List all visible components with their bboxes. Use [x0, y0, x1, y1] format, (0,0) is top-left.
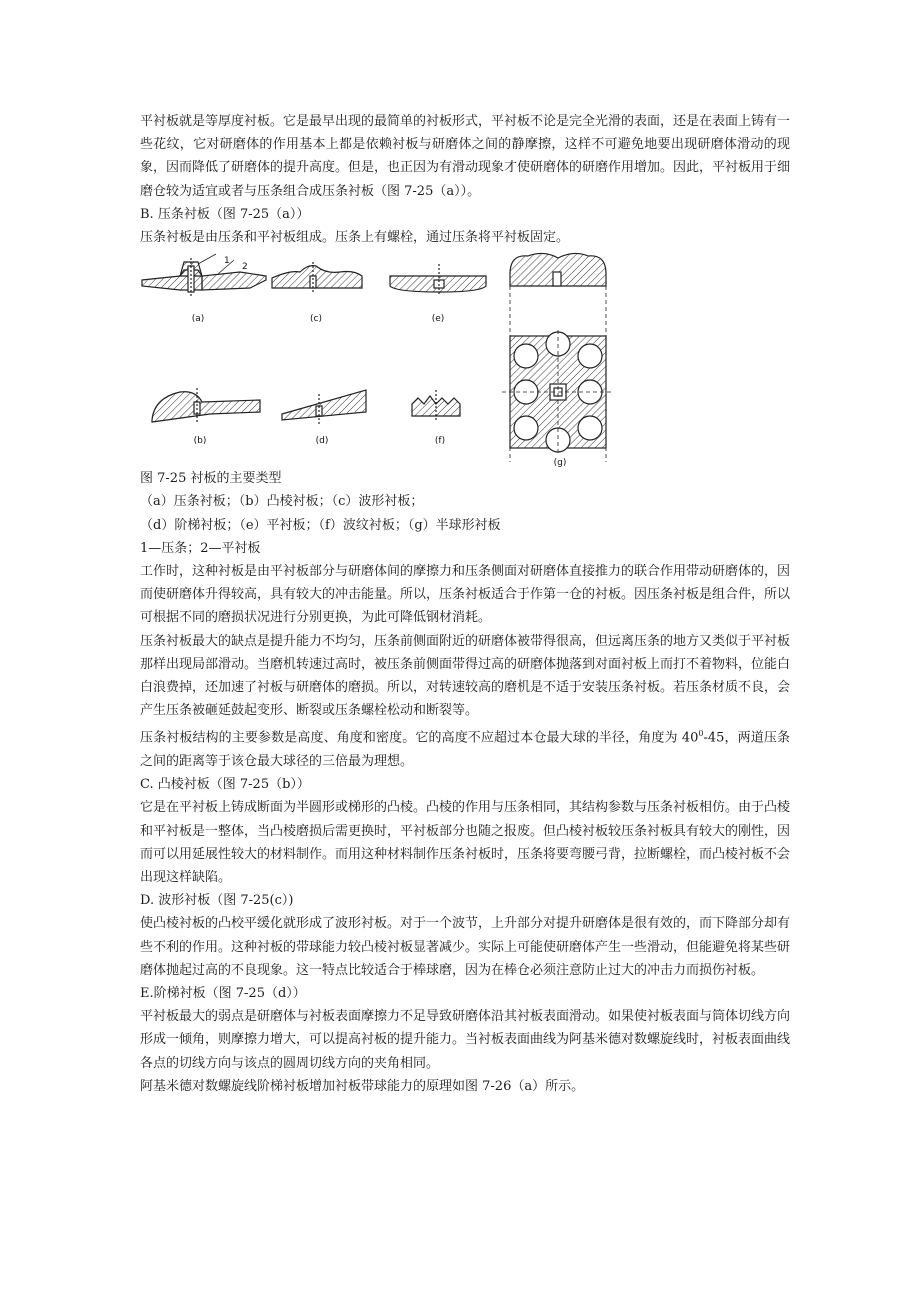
paragraph-stepped-liner: 平衬板最大的弱点是研磨体与衬板表面摩擦力不足导致研磨体沿其衬板表面滑动。如果使衬板表面与筒体切线方向形成一倾角，则摩擦力增大，可以提高衬板的提升能力。当衬板表面曲线为阿基米德对数螺旋线时，衬板表面曲线各点的切线方向与该点的圆周切线方向的夹角相同。: [140, 1009, 791, 1071]
label-f: (f): [434, 436, 446, 447]
heading-e-stepped-liner: E.阶梯衬板（图 7-25（d））: [140, 986, 306, 1002]
paragraph-strip-liner-intro: 压条衬板是由压条和平衬板组成。压条上有螺栓，通过压条将平衬板固定。: [140, 230, 570, 246]
liner-b-convex-rib: [152, 388, 260, 422]
figure-legend-line-2: （d）阶梯衬板；（e）平衬板；（f）波纹衬板；（g）半球形衬板: [140, 517, 501, 533]
label-g: (g): [553, 458, 567, 469]
label-a: (a): [191, 314, 205, 325]
label-e: (e): [431, 314, 445, 325]
document-page: [140, 110, 790, 1098]
paragraph-flat-liner: [140, 110, 790, 203]
degree-superscript: 0: [698, 729, 704, 739]
paragraph-text: 平衬板就是等厚度衬板。它是最早出现的最简单的衬板形式，平衬板不论是完全光滑的表面，还是在表面上铸有一些花纹，它对研磨体的作用基本上都是依赖衬板与研磨体之间的静摩擦，这样不可避免地要出现研磨体滑动的现象，因而降低了研磨体的提升高度。但是，也正因为有滑动现象才使研磨体的研磨作用增加。因此，平衬板用于细磨仓较为适宜或者与压条组合成压条衬板（图 7-25（a））。: [140, 114, 791, 199]
figure-legend-line-3: 1—压条；2—平衬板: [140, 540, 261, 556]
parameters-text-a: 压条衬板结构的主要参数是高度、角度和密度。它的高度不应超过本仓最大球的半径，角度为 40: [140, 730, 699, 746]
paragraph-convex-rib-liner: 它是在平衬板上铸成断面为半圆形或梯形的凸棱。凸棱的作用与压条相同，其结构参数与压条衬板相仿。由于凸棱和平衬板是一整体，当凸棱磨损后需更换时，平衬板部分也随之报废。但凸棱衬板较压条衬板具有较大的刚性，因而可以用延展性较大的材料制作。而用这种材料制作压条衬板时，压条将要弯腰弓背，拉断螺栓，而凸棱衬板不会出现这样缺陷。: [140, 800, 791, 885]
label-d: (d): [315, 436, 329, 447]
heading-c-convex-rib-liner: C. 凸棱衬板（图 7-25（b））: [140, 777, 310, 793]
liner-g-hemispherical: [502, 254, 614, 463]
heading-b-strip-liner: B. 压条衬板（图 7-25（a））: [140, 206, 310, 222]
paragraph-strip-liner-operation: 工作时，这种衬板是由平衬板部分与研磨体间的摩擦力和压条侧面对研磨体直接推力的联合作用带动研磨体的，因而使研磨体升得较高，具有较大的冲击能量。所以，压条衬板适合于作第一仓的衬板。因压条衬板是组合件，所以可根据不同的磨损状况进行分别更换，为此可降低钢材消耗。: [140, 564, 791, 626]
liner-types-drawing: [140, 252, 620, 462]
liner-f-corrugated: [412, 390, 460, 422]
parameters-text-b: -45，两道压条之间的距离等于该仓最大球径的三倍最为理想。: [140, 730, 790, 769]
paragraph-strip-liner-drawbacks: 压条衬板最大的缺点是提升能力不均匀，压条前侧面附近的研磨体被带得很高，但远离压条的地方又类似于平衬板那样出现局部滑动。当磨机转速过高时，被压条前侧面带得过高的研磨体抛落到对面衬板上而打不着物料，位能白白浪费掉，还加速了衬板与研磨体的磨损。所以，对转速较高的磨机是不适于安装压条衬板。若压条材质不良，会产生压条被砸延鼓起变形、断裂或压条螺栓松动和断裂等。: [140, 633, 791, 719]
part-number-2: 2: [242, 262, 248, 273]
label-b: (b): [193, 436, 207, 447]
paragraph-strip-liner-parameters: [140, 722, 790, 773]
part-number-1: 1: [224, 256, 230, 267]
paragraph-wave-liner: 使凸棱衬板的凸校平缓化就形成了波形衬板。对于一个波节，上升部分对提升研磨体是很有效的，而下降部分却有些不利的作用。这种衬板的带球能力较凸棱衬板显著减少。实际上可能使研磨体产生一些滑动，但能避免将某些研磨体抛起过高的不良现象。这一特点比较适合于棒球磨，因为在棒仓必须注意防止过大的冲击力而损伤衬板。: [140, 916, 791, 978]
liner-e-flat: [390, 264, 486, 296]
figure-7-25-liner-types: [140, 252, 620, 469]
figure-legend-line-1: （a）压条衬板；（b）凸棱衬板；（c）波形衬板；: [140, 494, 424, 510]
liner-d-stepped: [282, 390, 366, 424]
label-c: (c): [310, 314, 322, 325]
paragraph-archimedes-spiral: 阿基米德对数螺旋线阶梯衬板增加衬板带球能力的原理如图 7-26（a）所示。: [140, 1078, 585, 1094]
liner-c-wave: [272, 262, 362, 294]
figure-caption: 图 7-25 衬板的主要类型: [140, 471, 282, 487]
heading-d-wave-liner: D. 波形衬板（图 7-25(c）): [140, 893, 294, 909]
